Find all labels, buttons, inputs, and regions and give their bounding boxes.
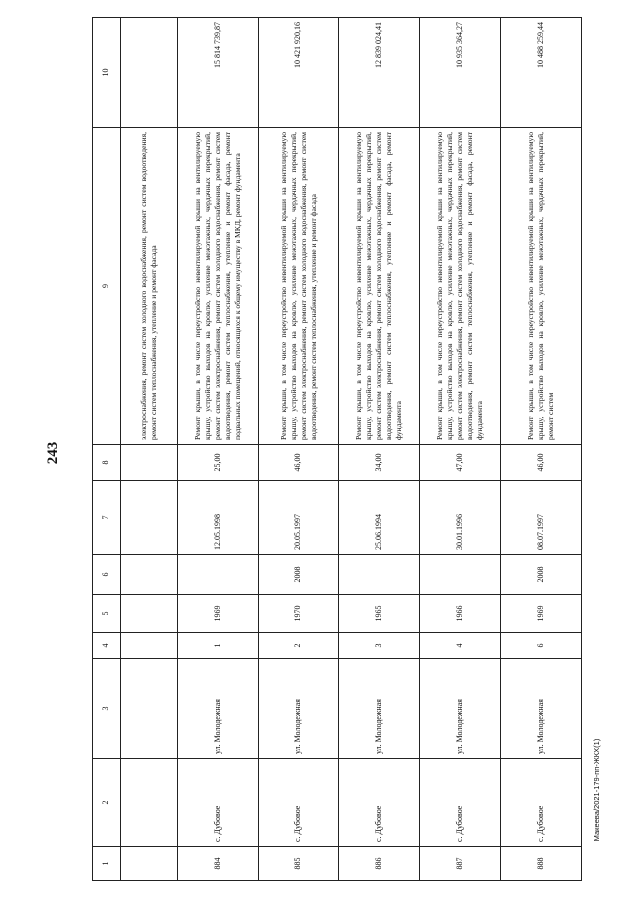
year-repair: 2008 (501, 555, 582, 595)
row-number: 888 (501, 847, 582, 881)
registry-table-container (92, 18, 582, 881)
cost: 15 814 739,87 (177, 18, 258, 128)
work-list: Ремонт крыши, в том числе переустройство невентилируемой крыши на вентилируемую крышу, устройство выходов на кровлю, усиление межэтажных, чердачных перекрытий, ремонт систем (501, 128, 582, 445)
column-number: 5 (93, 595, 121, 633)
street: ул. Молодежная (258, 659, 339, 759)
column-number: 9 (93, 128, 121, 445)
empty-cell (121, 18, 178, 128)
column-number: 8 (93, 445, 121, 481)
date: 08.07.1997 (501, 481, 582, 555)
row-number: 885 (258, 847, 339, 881)
row-number: 884 (177, 847, 258, 881)
column-number: 10 (93, 18, 121, 128)
year-repair (339, 555, 420, 595)
column-number: 7 (93, 481, 121, 555)
work-list: Ремонт крыши, в том числе переустройство невентилируемой крыши на вентилируемую крышу, устройство выходов на кровлю, усиление межэтажных, чердачных перекрытий, ремонт систем электроснабжения, ремонт систем холодного водоснабжения, ремонт систем водоотведения, ремонт систем теплоснабжения, утепление и ремонт фасада, ремонт фундамента (339, 128, 420, 445)
empty-cell (121, 481, 178, 555)
settlement: с. Дубовое (501, 759, 582, 847)
date: 20.05.1997 (258, 481, 339, 555)
column-number: 1 (93, 847, 121, 881)
year-repair: 2008 (258, 555, 339, 595)
work-list: Ремонт крыши, в том числе переустройство невентилируемой крыши на вентилируемую крышу, устройство выходов на кровлю, усиление межэтажных, чердачных перекрытий, ремонт систем электроснабжения, ремонт систем холодного водоснабжения, ремонт систем водоотведения, ремонт систем теплоснабжения, утепление и ремонт фасада, ремонт фундамента (420, 128, 501, 445)
work-list: Ремонт крыши, в том числе переустройство невентилируемой крыши на вентилируемую крышу, устройство выходов на кровлю, усиление межэтажных, чердачных перекрытий, ремонт систем электроснабжения, ремонт систем холодного водоснабжения, ремонт систем водоотведения, ремонт систем теплоснабжения, утепление и ремонт фасада, ремонт подвальных помещений, относящихся к общему имуществу в МКД, ремонт фундамента (177, 128, 258, 445)
year-built: 1969 (501, 595, 582, 633)
cost: 12 839 024,41 (339, 18, 420, 128)
table-row (420, 18, 501, 881)
column-number-row (93, 18, 121, 881)
column-number: 2 (93, 759, 121, 847)
settlement: с. Дубовое (258, 759, 339, 847)
empty-cell (121, 659, 178, 759)
table-row (501, 18, 582, 881)
wear-value: 46,00 (501, 445, 582, 481)
empty-cell (121, 847, 178, 881)
empty-cell (121, 595, 178, 633)
column-number: 3 (93, 659, 121, 759)
settlement: с. Дубовое (339, 759, 420, 847)
year-built: 1969 (177, 595, 258, 633)
year-repair (177, 555, 258, 595)
wear-value: 47,00 (420, 445, 501, 481)
registry-table (92, 17, 582, 881)
page-number: 243 (45, 441, 61, 465)
street: ул. Молодежная (420, 659, 501, 759)
house-number: 3 (339, 633, 420, 659)
cost: 10 488 259,44 (501, 18, 582, 128)
row-number: 887 (420, 847, 501, 881)
row-number: 886 (339, 847, 420, 881)
wear-value: 25,00 (177, 445, 258, 481)
date: 12.05.1998 (177, 481, 258, 555)
settlement: с. Дубовое (177, 759, 258, 847)
street: ул. Молодежная (177, 659, 258, 759)
empty-cell (121, 759, 178, 847)
cost: 10 421 920,16 (258, 18, 339, 128)
registry-table-rotator (92, 18, 582, 881)
empty-cell (121, 633, 178, 659)
year-built: 1970 (258, 595, 339, 633)
year-built: 1965 (339, 595, 420, 633)
column-number: 6 (93, 555, 121, 595)
empty-cell (121, 555, 178, 595)
settlement: с. Дубовое (420, 759, 501, 847)
column-number: 4 (93, 633, 121, 659)
house-number: 2 (258, 633, 339, 659)
continued-work-list: электроснабжения, ремонт систем холодного водоснабжения, ремонт систем водоотведения, ремонт систем теплоснабжения, утепление и ремонт фасада (121, 128, 178, 445)
street: ул. Молодежная (501, 659, 582, 759)
house-number: 1 (177, 633, 258, 659)
table-row (339, 18, 420, 881)
street: ул. Молодежная (339, 659, 420, 759)
date: 30.01.1996 (420, 481, 501, 555)
date: 25.06.1994 (339, 481, 420, 555)
empty-cell (121, 445, 178, 481)
cost: 10 935 364,27 (420, 18, 501, 128)
document-footer: Макеева/2021-179-пп-ЖКХ(1) (592, 738, 601, 842)
house-number: 4 (420, 633, 501, 659)
house-number: 6 (501, 633, 582, 659)
year-built: 1966 (420, 595, 501, 633)
continuation-row (121, 18, 178, 881)
year-repair (420, 555, 501, 595)
work-list: Ремонт крыши, в том числе переустройство невентилируемой крыши на вентилируемую крышу, устройство выходов на кровлю, усиление межэтажных, чердачных перекрытий, ремонт систем электроснабжения, ремонт систем холодного водоснабжения, ремонт систем водоотведения, ремонт систем теплоснабжения, утепление и ремонт фасада (258, 128, 339, 445)
table-row (177, 18, 258, 881)
table-row (258, 18, 339, 881)
wear-value: 34,00 (339, 445, 420, 481)
wear-value: 46,00 (258, 445, 339, 481)
